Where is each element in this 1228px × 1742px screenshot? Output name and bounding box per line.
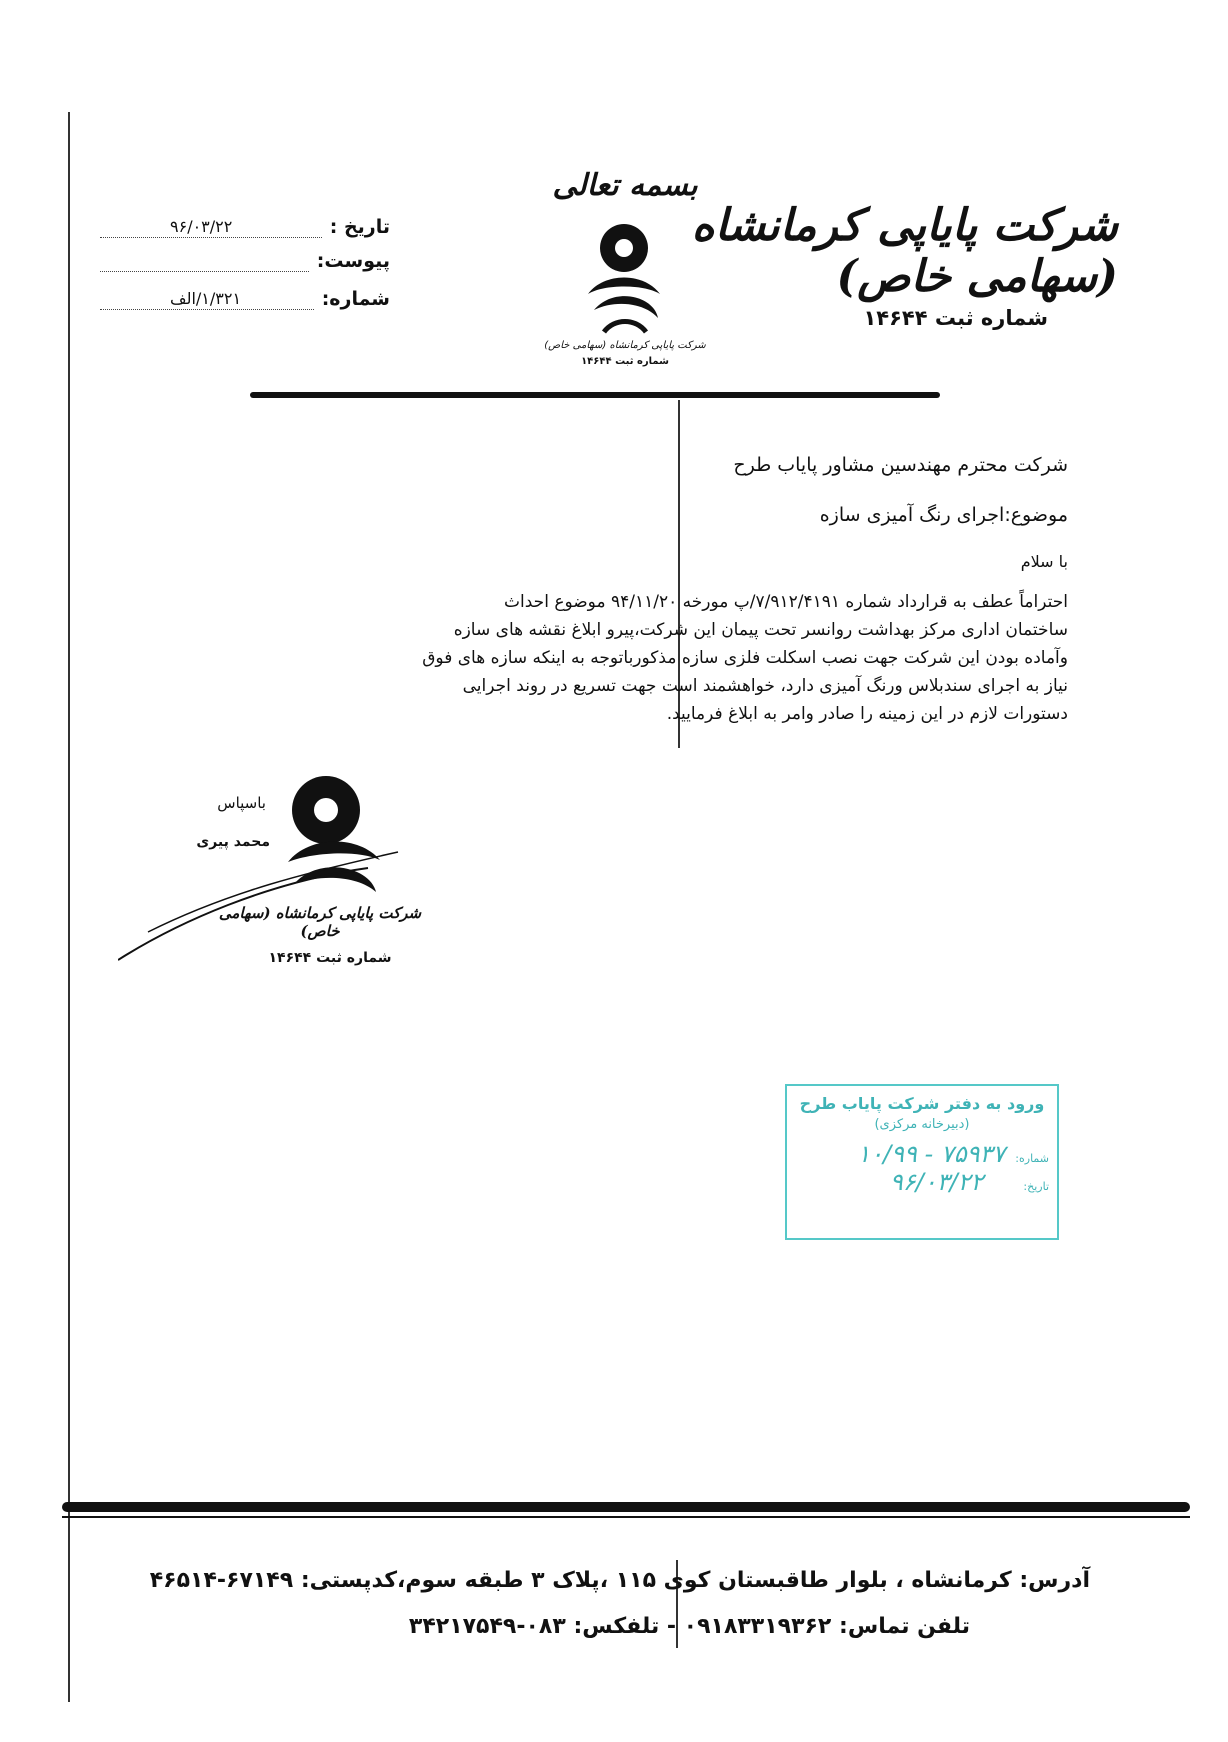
stamp-title: ورود به دفتر شرکت پایاب طرح	[799, 1094, 1045, 1113]
recipient-line: شرکت محترم مهندسین مشاور پایاب طرح	[733, 454, 1068, 476]
seal-company-name: شرکت پایاپی کرمانشاه (سهامی خاص)	[218, 904, 422, 940]
company-logo-icon	[574, 222, 674, 340]
date-field	[100, 216, 390, 238]
body-line: ساختمان اداری مرکز بهداشت روانسر تحت پیمان این شرکت،پیرو ابلاغ نقشه های سازه	[453, 620, 1068, 640]
signer-name: محمد پیری	[196, 834, 270, 850]
stamp-date-value: ۹۶/۰۳/۲۲	[889, 1168, 984, 1196]
date-label: تاریخ :	[329, 216, 390, 238]
stamp-date-row	[787, 1168, 1057, 1196]
closing-text: باسپاس	[217, 794, 266, 812]
company-seal-icon	[118, 772, 438, 972]
logo-caption-registration: شماره ثبت ۱۴۶۴۴	[581, 356, 669, 367]
footer-divider-thin	[62, 1516, 1190, 1518]
attachment-field	[100, 250, 390, 272]
body-line: احتراماً عطف به قرارداد شماره ۷/۹۱۲/۴۱۹۱/پ مورخه ۹۴/۱۱/۲۰ موضوع احداث	[504, 592, 1068, 612]
body-line: دستورات لازم در این زمینه را صادر وامر به ابلاغ فرمایید.	[666, 704, 1068, 724]
logo-caption-name: شرکت پایاپی کرمانشاه (سهامی خاص)	[544, 340, 706, 351]
stamp-subtitle: (دبیرخانه مرکزی)	[874, 1117, 970, 1132]
company-name: شرکت پایاپی کرمانشاه (سهامی خاص)	[691, 200, 1118, 302]
header-divider	[250, 392, 940, 398]
date-value: ۹۶/۰۳/۲۲	[100, 217, 322, 238]
bismillah-heading: بسمه تعالی	[552, 168, 698, 203]
body-line: نیاز به اجرای سندبلاس ورنگ آمیزی دارد، خواهشمند است جهت تسریع در روند اجرایی	[462, 676, 1068, 696]
stamp-number-value: ۷۵۹۳۷ - ۱۰/۹۹	[857, 1140, 1006, 1168]
attachment-label: پیوست:	[316, 250, 390, 272]
attachment-value	[100, 251, 309, 272]
letter-body	[186, 588, 1068, 728]
subject-line: موضوع:اجرای رنگ آمیزی سازه	[819, 504, 1068, 526]
seal-registration: شماره ثبت ۱۴۶۴۴	[268, 950, 392, 966]
footer-divider	[62, 1502, 1190, 1512]
number-field	[100, 288, 390, 310]
number-value: ۱/۳۲۱/الف	[100, 289, 314, 310]
footer-phones: تلفن تماس: ۰۹۱۸۳۳۱۹۳۶۲ - تلفکس: ۰۸۳-۳۴۲۱۷۵۴۹	[408, 1614, 970, 1639]
scan-margin-line-left	[68, 112, 70, 1702]
company-registration: شماره ثبت ۱۴۶۴۴	[863, 306, 1048, 330]
stamp-date-label: تاریخ:	[1023, 1180, 1049, 1193]
stamp-number-label: شماره:	[1015, 1152, 1049, 1165]
stamp-number-row	[787, 1140, 1057, 1168]
greeting-line: با سلام	[1020, 552, 1068, 571]
received-stamp	[785, 1084, 1059, 1240]
body-line: وآماده بودن این شرکت جهت نصب اسکلت فلزی سازه مذکورباتوجه به اینکه سازه های فوق	[422, 648, 1068, 668]
number-label: شماره:	[321, 288, 390, 310]
footer-address: آدرس: کرمانشاه ، بلوار طاقبستان کوی ۱۱۵ ،پلاک ۳ طبقه سوم،کدپستی: ۶۷۱۴۹-۴۶۵۱۴	[149, 1568, 1090, 1593]
